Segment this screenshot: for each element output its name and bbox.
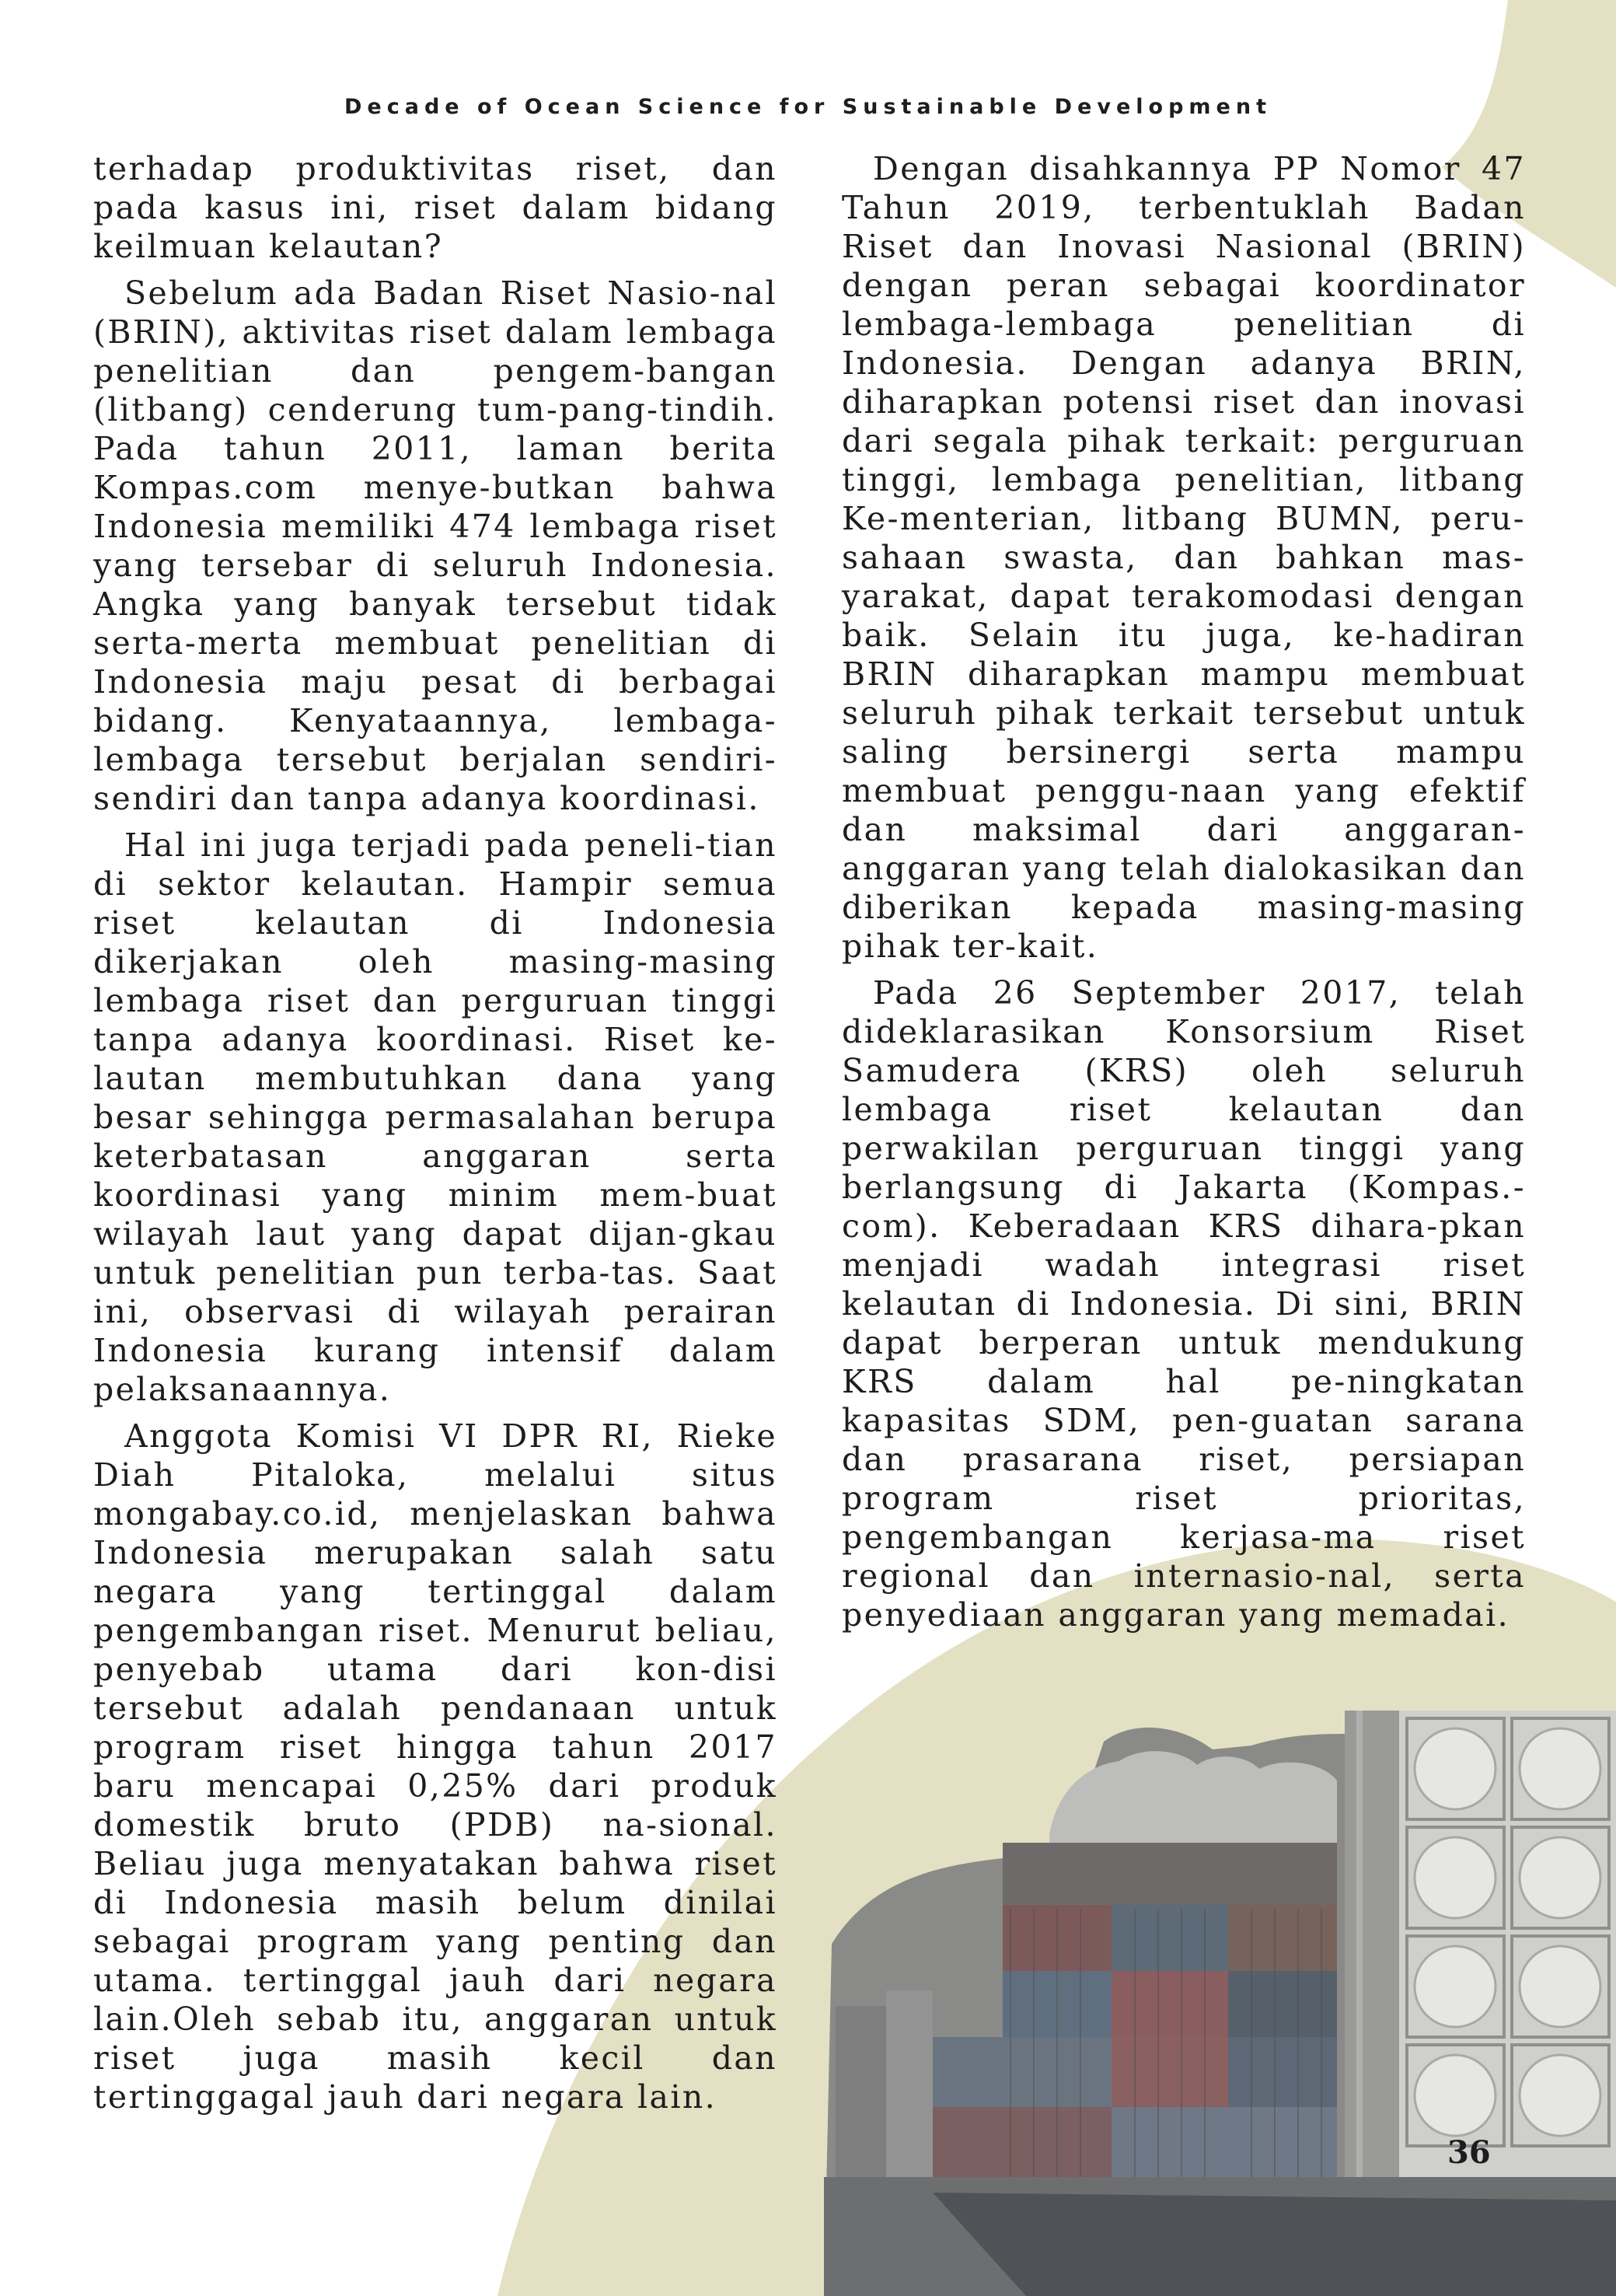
- paragraph: Hal ini juga terjadi pada peneli-tian di sektor kelautan. Hampir semua riset kelautan di Indonesia dikerjakan oleh masing-masing lembaga riset dan perguruan tinggi tanpa adanya koordinasi. Riset ke-lautan membutuhkan dana yang besar sehingga permasalahan berupa keterbatasan anggaran serta koordinasi yang minim mem-buat wilayah laut yang dapat dijan-gkau untuk penelitian pun terba-tas. Saat ini, observasi di wilayah perairan Indonesia kurang intensif dalam pelaksanaannya.: [93, 826, 777, 1408]
- page-number: 36: [1447, 2134, 1491, 2171]
- paragraph: Anggota Komisi VI DPR RI, Rieke Diah Pitaloka, melalui situs mongabay.co.id, menjelaskan bahwa Indonesia merupakan salah satu negara yang tertinggal dalam pengembangan riset. Menurut beliau, penyebab utama dari kon-disi tersebut adalah pendanaan untuk program riset hingga tahun 2017 baru mencapai 0,25% dari produk domestik bruto (PDB) na-sional. Beliau juga menyatakan bahwa riset di Indonesia masih belum dinilai sebagai program yang penting dan utama. tertinggal jauh dari negara lain.Oleh sebab itu, anggaran untuk riset juga masih kecil dan tertinggagal jauh dari negara lain.: [93, 1417, 777, 2116]
- paragraph: terhadap produktivitas riset, dan pada kasus ini, riset dalam bidang keilmuan kelautan?: [93, 150, 777, 265]
- right-text-column: [842, 149, 1526, 1642]
- paragraph: Dengan disahkannya PP Nomor 47 Tahun 2019, terbentuklah Badan Riset dan Inovasi Nasional (BRIN) dengan peran sebagai koordinator lembaga-lembaga penelitian di Indonesia. Dengan adanya BRIN, diharapkan potensi riset dan inovasi dari segala pihak terkait: perguruan tinggi, lembaga penelitian, litbang Ke-menterian, litbang BUMN, peru-sahaan swasta, dan bahkan mas-yarakat, dapat terakomodasi dengan baik. Selain itu juga, ke-hadiran BRIN diharapkan mampu membuat seluruh pihak terkait tersebut untuk saling bersinergi serta mampu membuat penggu-naan yang efektif dan maksimal dari anggaran-anggaran yang telah dialokasikan dan diberikan kepada masing-masing pihak ter-kait.: [842, 150, 1526, 965]
- running-header: Decade of Ocean Science for Sustainable Development: [344, 95, 1272, 119]
- left-text-column: [93, 149, 777, 2124]
- paragraph: Sebelum ada Badan Riset Nasio-nal (BRIN), aktivitas riset dalam lembaga penelitian dan pengem-bangan (litbang) cenderung tum-pang-tindih. Pada tahun 2011, laman berita Kompas.com menye-butkan bahwa Indonesia memiliki 474 lembaga riset yang tersebar di seluruh Indonesia. Angka yang banyak tersebut tidak serta-merta membuat penelitian di Indonesia maju pesat di berbagai bidang. Kenyataannya, lembaga-lembaga tersebut berjalan sendiri-sendiri dan tanpa adanya koordinasi.: [93, 274, 777, 817]
- paragraph: Pada 26 September 2017, telah dideklarasikan Konsorsium Riset Samudera (KRS) oleh seluruh lembaga riset kelautan dan perwakilan perguruan tinggi yang berlangsung di Jakarta (Kompas.-com). Keberadaan KRS dihara-pkan menjadi wadah integrasi riset kelautan di Indonesia. Di sini, BRIN dapat berperan untuk mendukung KRS dalam hal pe-ningkatan kapasitas SDM, pen-guatan sarana dan prasarana riset, persiapan program riset prioritas, pengembangan kerjasa-ma riset regional dan internasio-nal, serta penyediaan anggaran yang memadai.: [842, 974, 1526, 1634]
